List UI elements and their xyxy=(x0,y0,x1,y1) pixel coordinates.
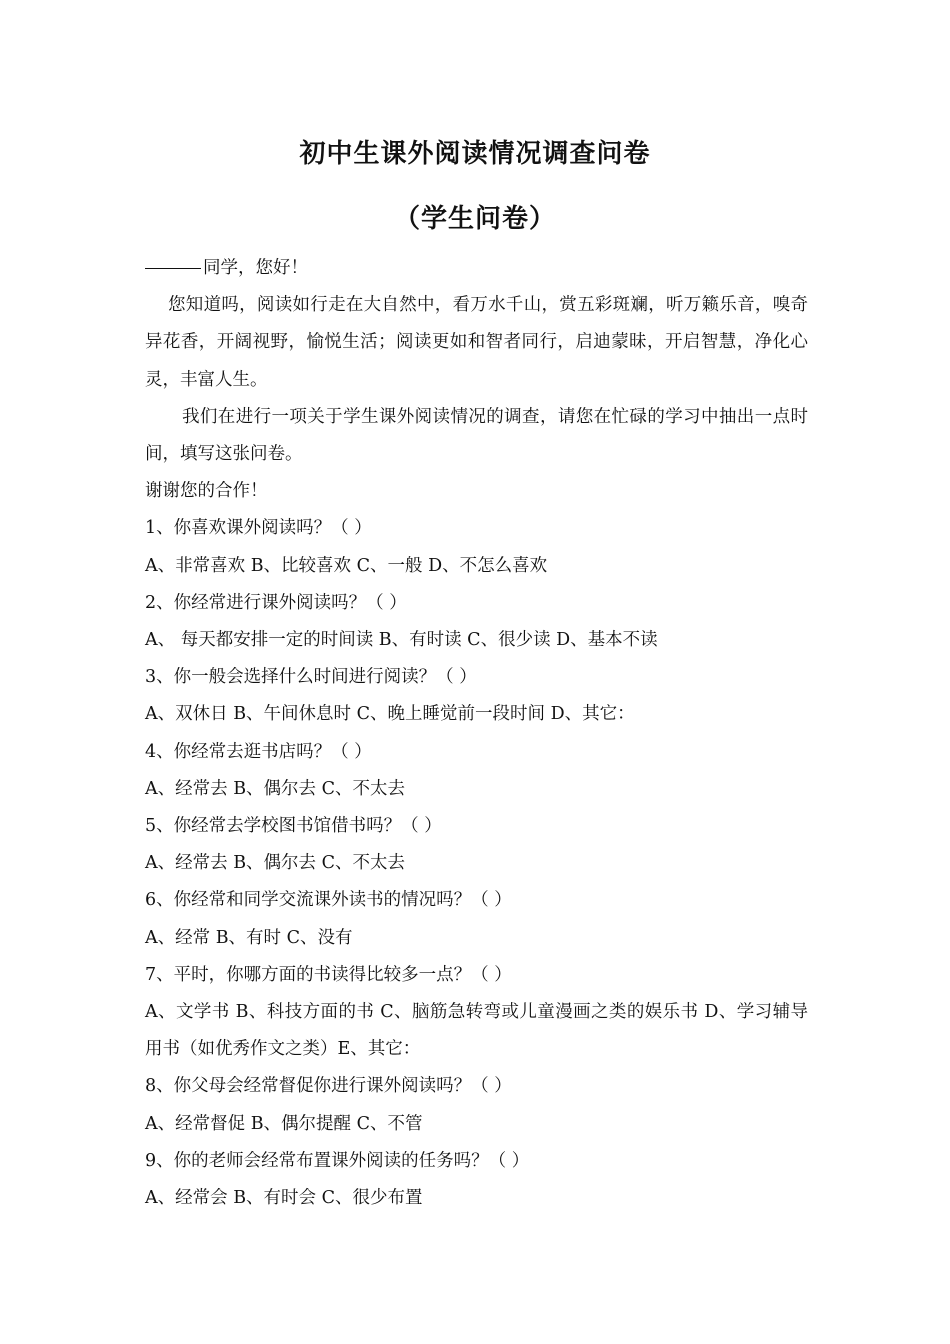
name-blank xyxy=(145,267,201,269)
question-options: A、经常去 B、偶尔去 C、不太去 xyxy=(145,853,406,874)
question-text: 7、平时，你哪方面的书读得比较多一点？（ ） xyxy=(145,964,512,985)
question-text: 5、你经常去学校图书馆借书吗？（ ） xyxy=(145,816,442,837)
question-text: 2、你经常进行课外阅读吗？（ ） xyxy=(145,592,407,613)
question-text: 1、你喜欢课外阅读吗？（ ） xyxy=(145,518,372,539)
question-options: A、文学书 B、科技方面的书 C、脑筋急转弯或儿童漫画之类的娱乐书 D、学习辅导用书（如优秀作文之类）E、其它： xyxy=(145,1002,808,1060)
intro-paragraph: 我们在进行一项关于学生课外阅读情况的调查，请您在忙碌的学习中抽出一点时间，填写这张问卷。 xyxy=(145,406,808,465)
question-options: A、经常 B、有时 C、没有 xyxy=(145,927,353,948)
greeting-line xyxy=(145,250,808,287)
question-text: 6、你经常和同学交流课外读书的情况吗？（ ） xyxy=(145,890,512,911)
question-options: A、双休日 B、午间休息时 C、晚上睡觉前一段时间 D、其它： xyxy=(145,704,635,725)
page-subtitle: （学生问卷） xyxy=(393,204,556,234)
intro-paragraph: 您知道吗，阅读如行走在大自然中，看万水千山，赏五彩斑斓，听万籁乐音，嗅奇异花香，开阔视野，愉悦生活；阅读更如和智者同行，启迪蒙昧，开启智慧，净化心灵，丰富人生。 xyxy=(145,295,808,390)
thanks-line: 谢谢您的合作！ xyxy=(145,481,268,502)
question-options: A、经常会 B、有时会 C、很少布置 xyxy=(145,1188,423,1209)
greeting-text: 同学，您好！ xyxy=(203,258,308,278)
question-text: 3、你一般会选择什么时间进行阅读？（ ） xyxy=(145,667,477,688)
question-options: A、非常喜欢 B、比较喜欢 C、一般 D、不怎么喜欢 xyxy=(145,555,548,576)
question-text: 4、你经常去逛书店吗？（ ） xyxy=(145,741,372,762)
question-options: A、 每天都安排一定的时间读 B、有时读 C、很少读 D、基本不读 xyxy=(145,630,658,651)
question-options: A、经常督促 B、偶尔提醒 C、不管 xyxy=(145,1113,423,1134)
question-text: 8、你父母会经常督促你进行课外阅读吗？（ ） xyxy=(145,1076,512,1097)
question-text: 9、你的老师会经常布置课外阅读的任务吗？（ ） xyxy=(145,1150,530,1171)
page-title: 初中生课外阅读情况调查问卷 xyxy=(299,139,651,169)
question-options: A、经常去 B、偶尔去 C、不太去 xyxy=(145,778,406,799)
document-body xyxy=(145,250,808,1217)
